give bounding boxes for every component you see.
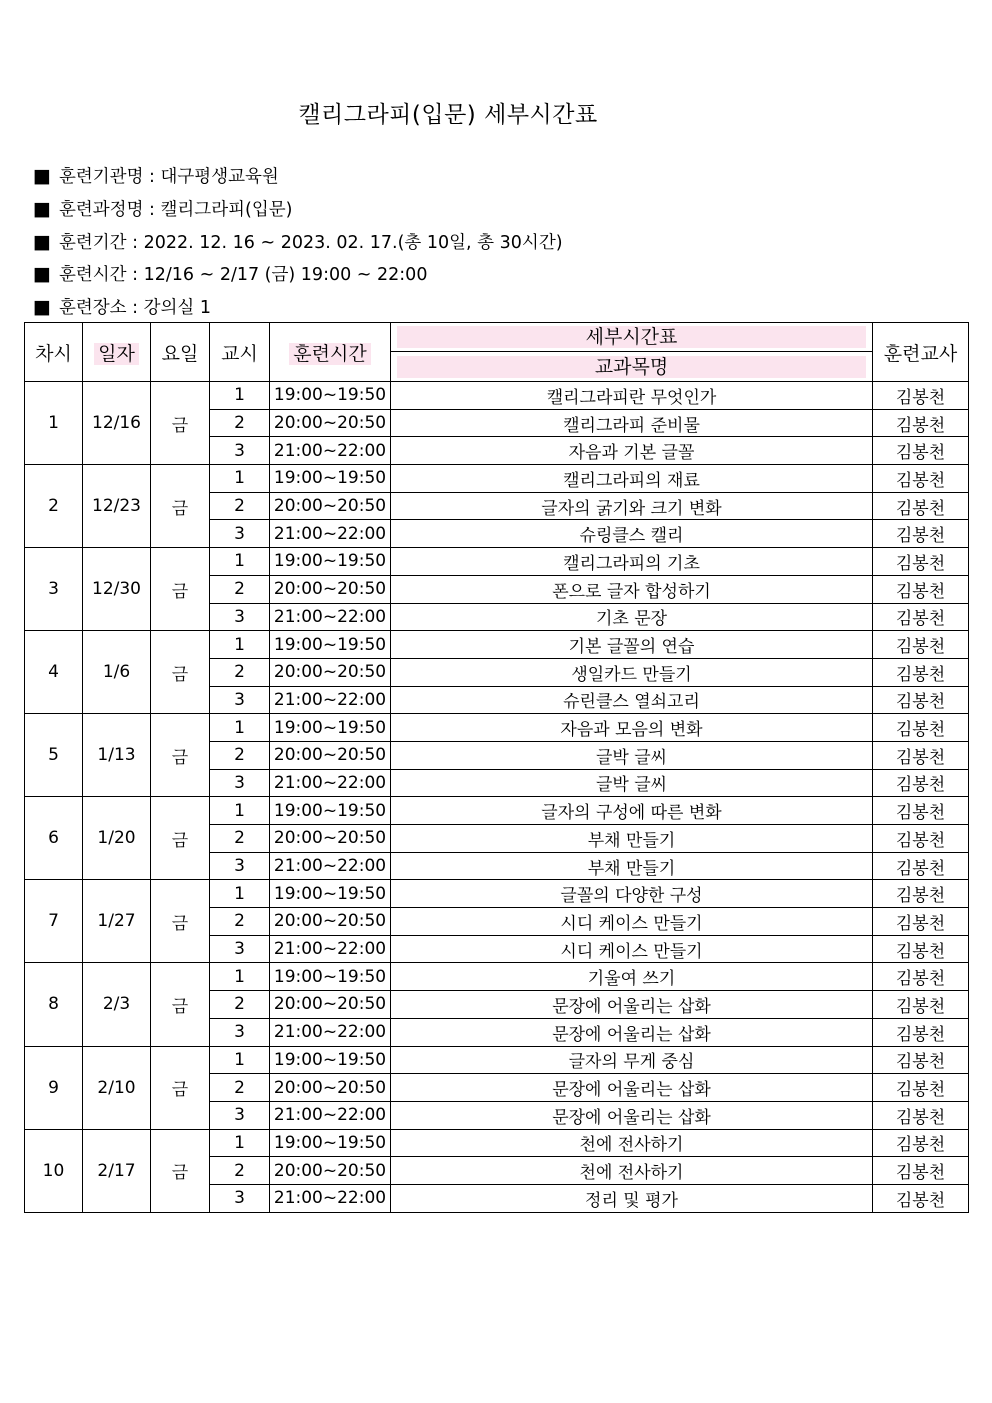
subject-cell: 캘리그라피란 무엇인가 [391,382,873,410]
time-cell: 19:00~19:50 [270,880,391,908]
session-number-cell: 1 [25,382,83,465]
subject-cell: 폰으로 글자 합성하기 [391,575,873,603]
weekday-cell: 금 [151,382,210,465]
teacher-cell: 김봉천 [873,1157,969,1185]
teacher-cell: 김봉천 [873,825,969,853]
time-cell: 21:00~22:00 [270,852,391,880]
info-course [33,197,293,222]
teacher-cell: 김봉천 [873,520,969,548]
subject-cell: 문장에 어울리는 삽화 [391,991,873,1019]
period-cell: 1 [210,880,270,908]
period-cell: 2 [210,1157,270,1185]
subject-cell: 캘리그라피 준비물 [391,409,873,437]
info-text: 훈련기간 : 2022. 12. 16 ~ 2023. 02. 17.(총 10일, 총 30시간) [58,233,563,253]
teacher-cell: 김봉천 [873,797,969,825]
teacher-cell: 김봉천 [873,465,969,493]
date-cell: 1/20 [83,797,151,880]
period-cell: 3 [210,1101,270,1129]
subject-cell: 글자의 굵기와 크기 변화 [391,492,873,520]
table-row [25,548,969,576]
teacher-cell: 김봉천 [873,409,969,437]
time-cell: 20:00~20:50 [270,492,391,520]
time-cell: 19:00~19:50 [270,382,391,410]
date-cell: 1/6 [83,631,151,714]
period-cell: 2 [210,658,270,686]
period-cell: 3 [210,520,270,548]
period-cell: 3 [210,686,270,714]
time-cell: 21:00~22:00 [270,935,391,963]
table-row [25,963,969,991]
teacher-cell: 김봉천 [873,991,969,1019]
subject-cell: 자음과 기본 글꼴 [391,437,873,465]
subject-cell: 문장에 어울리는 삽화 [391,1074,873,1102]
period-cell: 1 [210,714,270,742]
schedule-body [25,382,969,1213]
subject-cell: 기초 문장 [391,603,873,631]
period-cell: 1 [210,382,270,410]
teacher-cell: 김봉천 [873,548,969,576]
date-cell: 2/3 [83,963,151,1046]
time-cell: 19:00~19:50 [270,714,391,742]
subject-cell: 천에 전사하기 [391,1157,873,1185]
info-text: 훈련기관명 : 대구평생교육원 [58,167,279,187]
table-row [25,1046,969,1074]
info-text: 훈련시간 : 12/16 ~ 2/17 (금) 19:00 ~ 22:00 [58,265,428,285]
time-cell: 21:00~22:00 [270,437,391,465]
weekday-cell: 금 [151,1046,210,1129]
time-cell: 20:00~20:50 [270,908,391,936]
period-cell: 2 [210,492,270,520]
period-cell: 2 [210,741,270,769]
period-cell: 2 [210,1074,270,1102]
subject-cell: 문장에 어울리는 삽화 [391,1101,873,1129]
period-cell: 1 [210,1046,270,1074]
subject-cell: 글꼴의 다양한 구성 [391,880,873,908]
header-detail: 세부시간표 [391,323,873,352]
time-cell: 21:00~22:00 [270,520,391,548]
weekday-cell: 금 [151,1129,210,1212]
time-cell: 21:00~22:00 [270,686,391,714]
session-number-cell: 8 [25,963,83,1046]
date-cell: 12/30 [83,548,151,631]
square-bullet-icon: ■ [33,296,51,318]
subject-cell: 글자의 무게 중심 [391,1046,873,1074]
time-cell: 19:00~19:50 [270,465,391,493]
teacher-cell: 김봉천 [873,963,969,991]
teacher-cell: 김봉천 [873,437,969,465]
date-cell: 2/10 [83,1046,151,1129]
header-period: 교시 [210,323,270,382]
document-title: 캘리그라피(입문) 세부시간표 [298,102,598,128]
teacher-cell: 김봉천 [873,908,969,936]
weekday-cell: 금 [151,548,210,631]
teacher-cell: 김봉천 [873,1129,969,1157]
header-subject: 교과목명 [391,352,873,382]
period-cell: 3 [210,1184,270,1212]
time-cell: 19:00~19:50 [270,797,391,825]
session-number-cell: 2 [25,465,83,548]
info-text: 훈련과정명 : 캘리그라피(입문) [58,200,293,220]
teacher-cell: 김봉천 [873,631,969,659]
time-cell: 19:00~19:50 [270,548,391,576]
table-row [25,382,969,410]
header-teacher: 훈련교사 [873,323,969,382]
subject-cell: 슈링클스 캘리 [391,520,873,548]
subject-cell: 천에 전사하기 [391,1129,873,1157]
teacher-cell: 김봉천 [873,603,969,631]
time-cell: 19:00~19:50 [270,963,391,991]
teacher-cell: 김봉천 [873,1184,969,1212]
info-hours [33,262,427,287]
session-number-cell: 9 [25,1046,83,1129]
time-cell: 21:00~22:00 [270,769,391,797]
header-session: 차시 [25,323,83,382]
teacher-cell: 김봉천 [873,686,969,714]
period-cell: 1 [210,631,270,659]
subject-cell: 캘리그라피의 재료 [391,465,873,493]
time-cell: 20:00~20:50 [270,741,391,769]
subject-cell: 슈린클스 열쇠고리 [391,686,873,714]
teacher-cell: 김봉천 [873,1046,969,1074]
session-number-cell: 10 [25,1129,83,1212]
weekday-cell: 금 [151,465,210,548]
subject-cell: 캘리그라피의 기초 [391,548,873,576]
teacher-cell: 김봉천 [873,714,969,742]
header-date: 일자 [83,323,151,382]
table-row [25,714,969,742]
date-cell: 1/13 [83,714,151,797]
subject-cell: 생일카드 만들기 [391,658,873,686]
period-cell: 3 [210,935,270,963]
table-row [25,1129,969,1157]
subject-cell: 글박 글씨 [391,741,873,769]
time-cell: 19:00~19:50 [270,1129,391,1157]
time-cell: 20:00~20:50 [270,991,391,1019]
info-text: 훈련장소 : 강의실 1 [58,298,212,318]
subject-cell: 자음과 모음의 변화 [391,714,873,742]
period-cell: 2 [210,908,270,936]
table-row [25,631,969,659]
time-cell: 19:00~19:50 [270,1046,391,1074]
session-number-cell: 5 [25,714,83,797]
period-cell: 3 [210,769,270,797]
teacher-cell: 김봉천 [873,1074,969,1102]
header-weekday: 요일 [151,323,210,382]
square-bullet-icon: ■ [33,231,51,253]
period-cell: 3 [210,1018,270,1046]
weekday-cell: 금 [151,963,210,1046]
weekday-cell: 금 [151,880,210,963]
period-cell: 1 [210,548,270,576]
weekday-cell: 금 [151,797,210,880]
subject-cell: 부채 만들기 [391,825,873,853]
period-cell: 2 [210,575,270,603]
teacher-cell: 김봉천 [873,935,969,963]
subject-cell: 기본 글꼴의 연습 [391,631,873,659]
period-cell: 3 [210,852,270,880]
weekday-cell: 금 [151,631,210,714]
square-bullet-icon: ■ [33,165,51,187]
square-bullet-icon: ■ [33,198,51,220]
subject-cell: 시디 케이스 만들기 [391,908,873,936]
teacher-cell: 김봉천 [873,658,969,686]
subject-cell: 시디 케이스 만들기 [391,935,873,963]
table-row [25,880,969,908]
time-cell: 20:00~20:50 [270,1157,391,1185]
teacher-cell: 김봉천 [873,492,969,520]
teacher-cell: 김봉천 [873,575,969,603]
table-row [25,465,969,493]
info-period [33,230,563,255]
time-cell: 21:00~22:00 [270,1184,391,1212]
period-cell: 1 [210,963,270,991]
teacher-cell: 김봉천 [873,382,969,410]
session-number-cell: 4 [25,631,83,714]
info-institution [33,164,279,189]
period-cell: 3 [210,603,270,631]
date-cell: 2/17 [83,1129,151,1212]
date-cell: 12/16 [83,382,151,465]
teacher-cell: 김봉천 [873,1101,969,1129]
time-cell: 20:00~20:50 [270,825,391,853]
subject-cell: 부채 만들기 [391,852,873,880]
date-cell: 1/27 [83,880,151,963]
period-cell: 2 [210,991,270,1019]
subject-cell: 글자의 구성에 따른 변화 [391,797,873,825]
time-cell: 20:00~20:50 [270,575,391,603]
period-cell: 2 [210,409,270,437]
header-time: 훈련시간 [270,323,391,382]
teacher-cell: 김봉천 [873,880,969,908]
weekday-cell: 금 [151,714,210,797]
schedule-table [24,322,969,1213]
date-cell: 12/23 [83,465,151,548]
period-cell: 1 [210,797,270,825]
teacher-cell: 김봉천 [873,852,969,880]
time-cell: 19:00~19:50 [270,631,391,659]
subject-cell: 기울여 쓰기 [391,963,873,991]
time-cell: 20:00~20:50 [270,1074,391,1102]
session-number-cell: 3 [25,548,83,631]
time-cell: 21:00~22:00 [270,1101,391,1129]
teacher-cell: 김봉천 [873,769,969,797]
period-cell: 3 [210,437,270,465]
period-cell: 1 [210,465,270,493]
time-cell: 20:00~20:50 [270,409,391,437]
period-cell: 1 [210,1129,270,1157]
time-cell: 21:00~22:00 [270,603,391,631]
info-location [33,295,211,320]
subject-cell: 정리 및 평가 [391,1184,873,1212]
time-cell: 20:00~20:50 [270,658,391,686]
session-number-cell: 7 [25,880,83,963]
subject-cell: 글박 글씨 [391,769,873,797]
table-row [25,797,969,825]
session-number-cell: 6 [25,797,83,880]
teacher-cell: 김봉천 [873,1018,969,1046]
square-bullet-icon: ■ [33,263,51,285]
subject-cell: 문장에 어울리는 삽화 [391,1018,873,1046]
teacher-cell: 김봉천 [873,741,969,769]
time-cell: 21:00~22:00 [270,1018,391,1046]
period-cell: 2 [210,825,270,853]
